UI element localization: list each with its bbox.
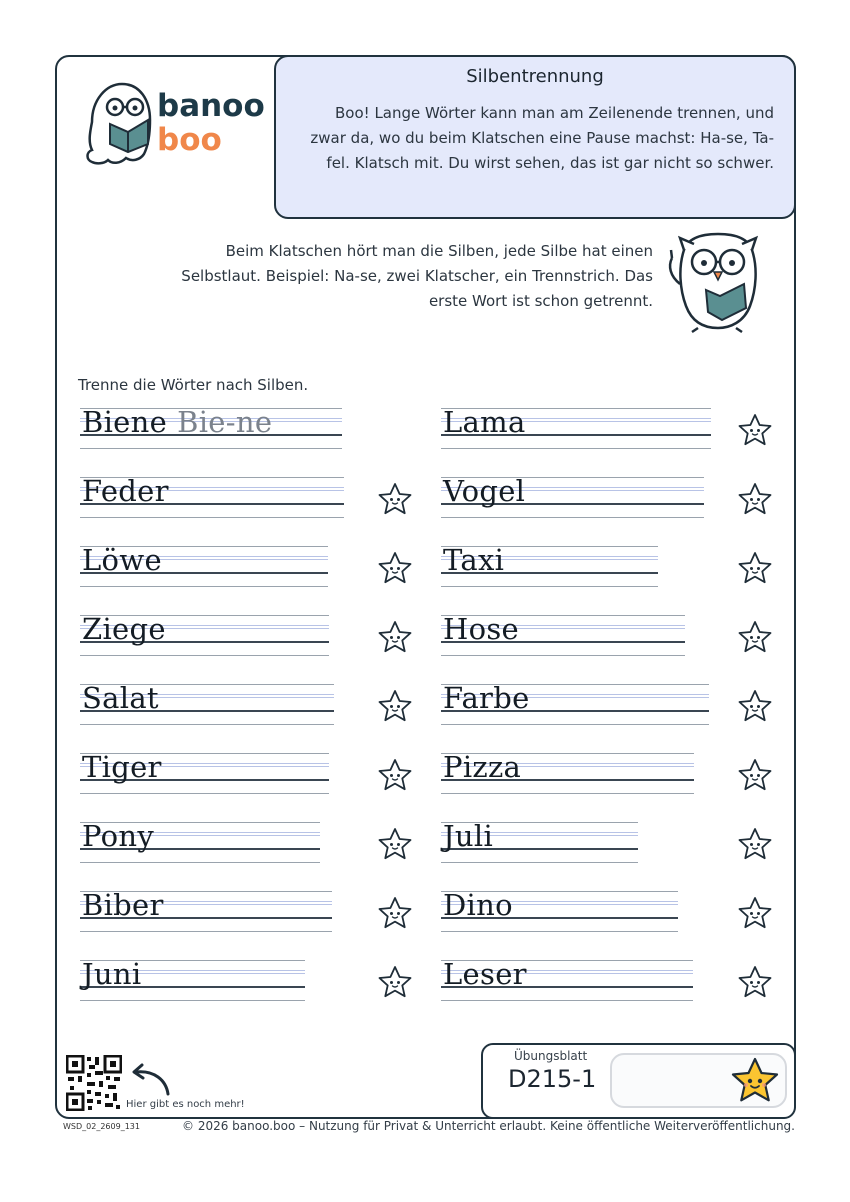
writing-row[interactable] <box>441 888 678 933</box>
syllable-word: Feder <box>82 474 169 508</box>
rating-star-icon[interactable] <box>377 689 413 727</box>
logo-word-banoo: banoo <box>157 88 265 124</box>
writing-row[interactable] <box>441 405 711 450</box>
syllable-word: Farbe <box>443 681 530 715</box>
writing-row[interactable] <box>441 612 685 657</box>
instruction-text: Trenne die Wörter nach Silben. <box>78 376 309 394</box>
hint-text: Beim Klatschen hört man die Silben, jede Silbe hat einen Selbstlaut. Beispiel: Na-se, zwei Klatscher, ein Trennstrich. Das erste Wort ist schon getrennt. <box>181 242 653 310</box>
writing-row[interactable] <box>80 405 342 450</box>
sheet-label: Übungsblatt <box>514 1049 588 1063</box>
syllable-word: Hose <box>443 612 519 646</box>
rating-star-icon[interactable] <box>737 758 773 796</box>
writing-row[interactable] <box>80 888 332 933</box>
writing-row[interactable] <box>441 543 658 588</box>
rating-star-icon[interactable] <box>377 551 413 589</box>
info-box <box>274 55 796 219</box>
rating-star-icon[interactable] <box>377 965 413 1003</box>
owl-mascot-icon <box>662 228 782 336</box>
qr-code-icon[interactable] <box>66 1055 122 1111</box>
syllable-word: Lama <box>443 405 526 439</box>
rating-star-icon[interactable] <box>377 620 413 658</box>
writing-row[interactable] <box>80 543 328 588</box>
info-text: Boo! Lange Wörter kann man am Zeilenende trennen, und zwar da, wo du beim Klatschen eine Pause machst: Ha-se, Ta-fel. Klatsch mit. Du wirst sehen, das ist gar nicht so schwer. <box>310 104 774 172</box>
writing-row[interactable] <box>441 750 694 795</box>
rating-star-icon[interactable] <box>377 758 413 796</box>
rating-star-icon[interactable] <box>377 827 413 865</box>
sheet-code: D215-1 <box>508 1065 597 1093</box>
rating-star-icon[interactable] <box>377 896 413 934</box>
syllable-word: Löwe <box>82 543 162 577</box>
writing-row[interactable] <box>80 819 320 864</box>
syllable-word: Juli <box>443 819 494 853</box>
syllable-word: Tiger <box>82 750 162 784</box>
writing-row[interactable] <box>441 819 638 864</box>
rating-star-icon[interactable] <box>737 827 773 865</box>
rating-star-icon[interactable] <box>377 482 413 520</box>
logo-word-boo: boo <box>157 122 222 158</box>
rating-star-icon[interactable] <box>737 482 773 520</box>
syllable-word: Dino <box>443 888 513 922</box>
syllable-word: Pizza <box>443 750 522 784</box>
curved-arrow-icon <box>128 1062 174 1098</box>
rating-star-icon[interactable] <box>737 689 773 727</box>
writing-row[interactable] <box>80 957 305 1002</box>
writing-row[interactable] <box>80 612 329 657</box>
rating-star-icon[interactable] <box>737 896 773 934</box>
syllable-word: Vogel <box>443 474 526 508</box>
writing-row[interactable] <box>441 681 709 726</box>
syllable-word: Salat <box>82 681 159 715</box>
ghost-mascot-icon <box>82 72 157 167</box>
score-field[interactable] <box>610 1053 787 1108</box>
writing-row[interactable] <box>80 750 329 795</box>
row-word <box>82 405 272 439</box>
document-code: WSD_02_2609_131 <box>63 1122 140 1131</box>
example-answer: Bie-ne <box>177 405 273 439</box>
info-title: Silbentrennung <box>466 66 604 87</box>
writing-row[interactable] <box>441 957 693 1002</box>
syllable-word: Taxi <box>443 543 505 577</box>
syllable-word: Biber <box>82 888 164 922</box>
rating-star-icon[interactable] <box>737 965 773 1003</box>
rating-star-icon[interactable] <box>737 551 773 589</box>
syllable-word: Leser <box>443 957 527 991</box>
writing-row[interactable] <box>441 474 704 519</box>
rating-star-icon[interactable] <box>737 620 773 658</box>
syllable-word: Biene <box>82 405 168 439</box>
qr-caption: Hier gibt es noch mehr! <box>126 1099 245 1110</box>
banoo-boo-logo <box>82 72 267 167</box>
rating-star-icon[interactable] <box>737 413 773 451</box>
syllable-word: Pony <box>82 819 155 853</box>
writing-row[interactable] <box>80 681 334 726</box>
syllable-word: Juni <box>82 957 142 991</box>
smiling-star-icon <box>729 1056 781 1106</box>
syllable-word: Ziege <box>82 612 166 646</box>
copyright-footer: © 2026 banoo.boo – Nutzung für Privat & Unterricht erlaubt. Keine öffentliche Weiterveröffentlichung. <box>182 1119 795 1133</box>
writing-row[interactable] <box>80 474 344 519</box>
